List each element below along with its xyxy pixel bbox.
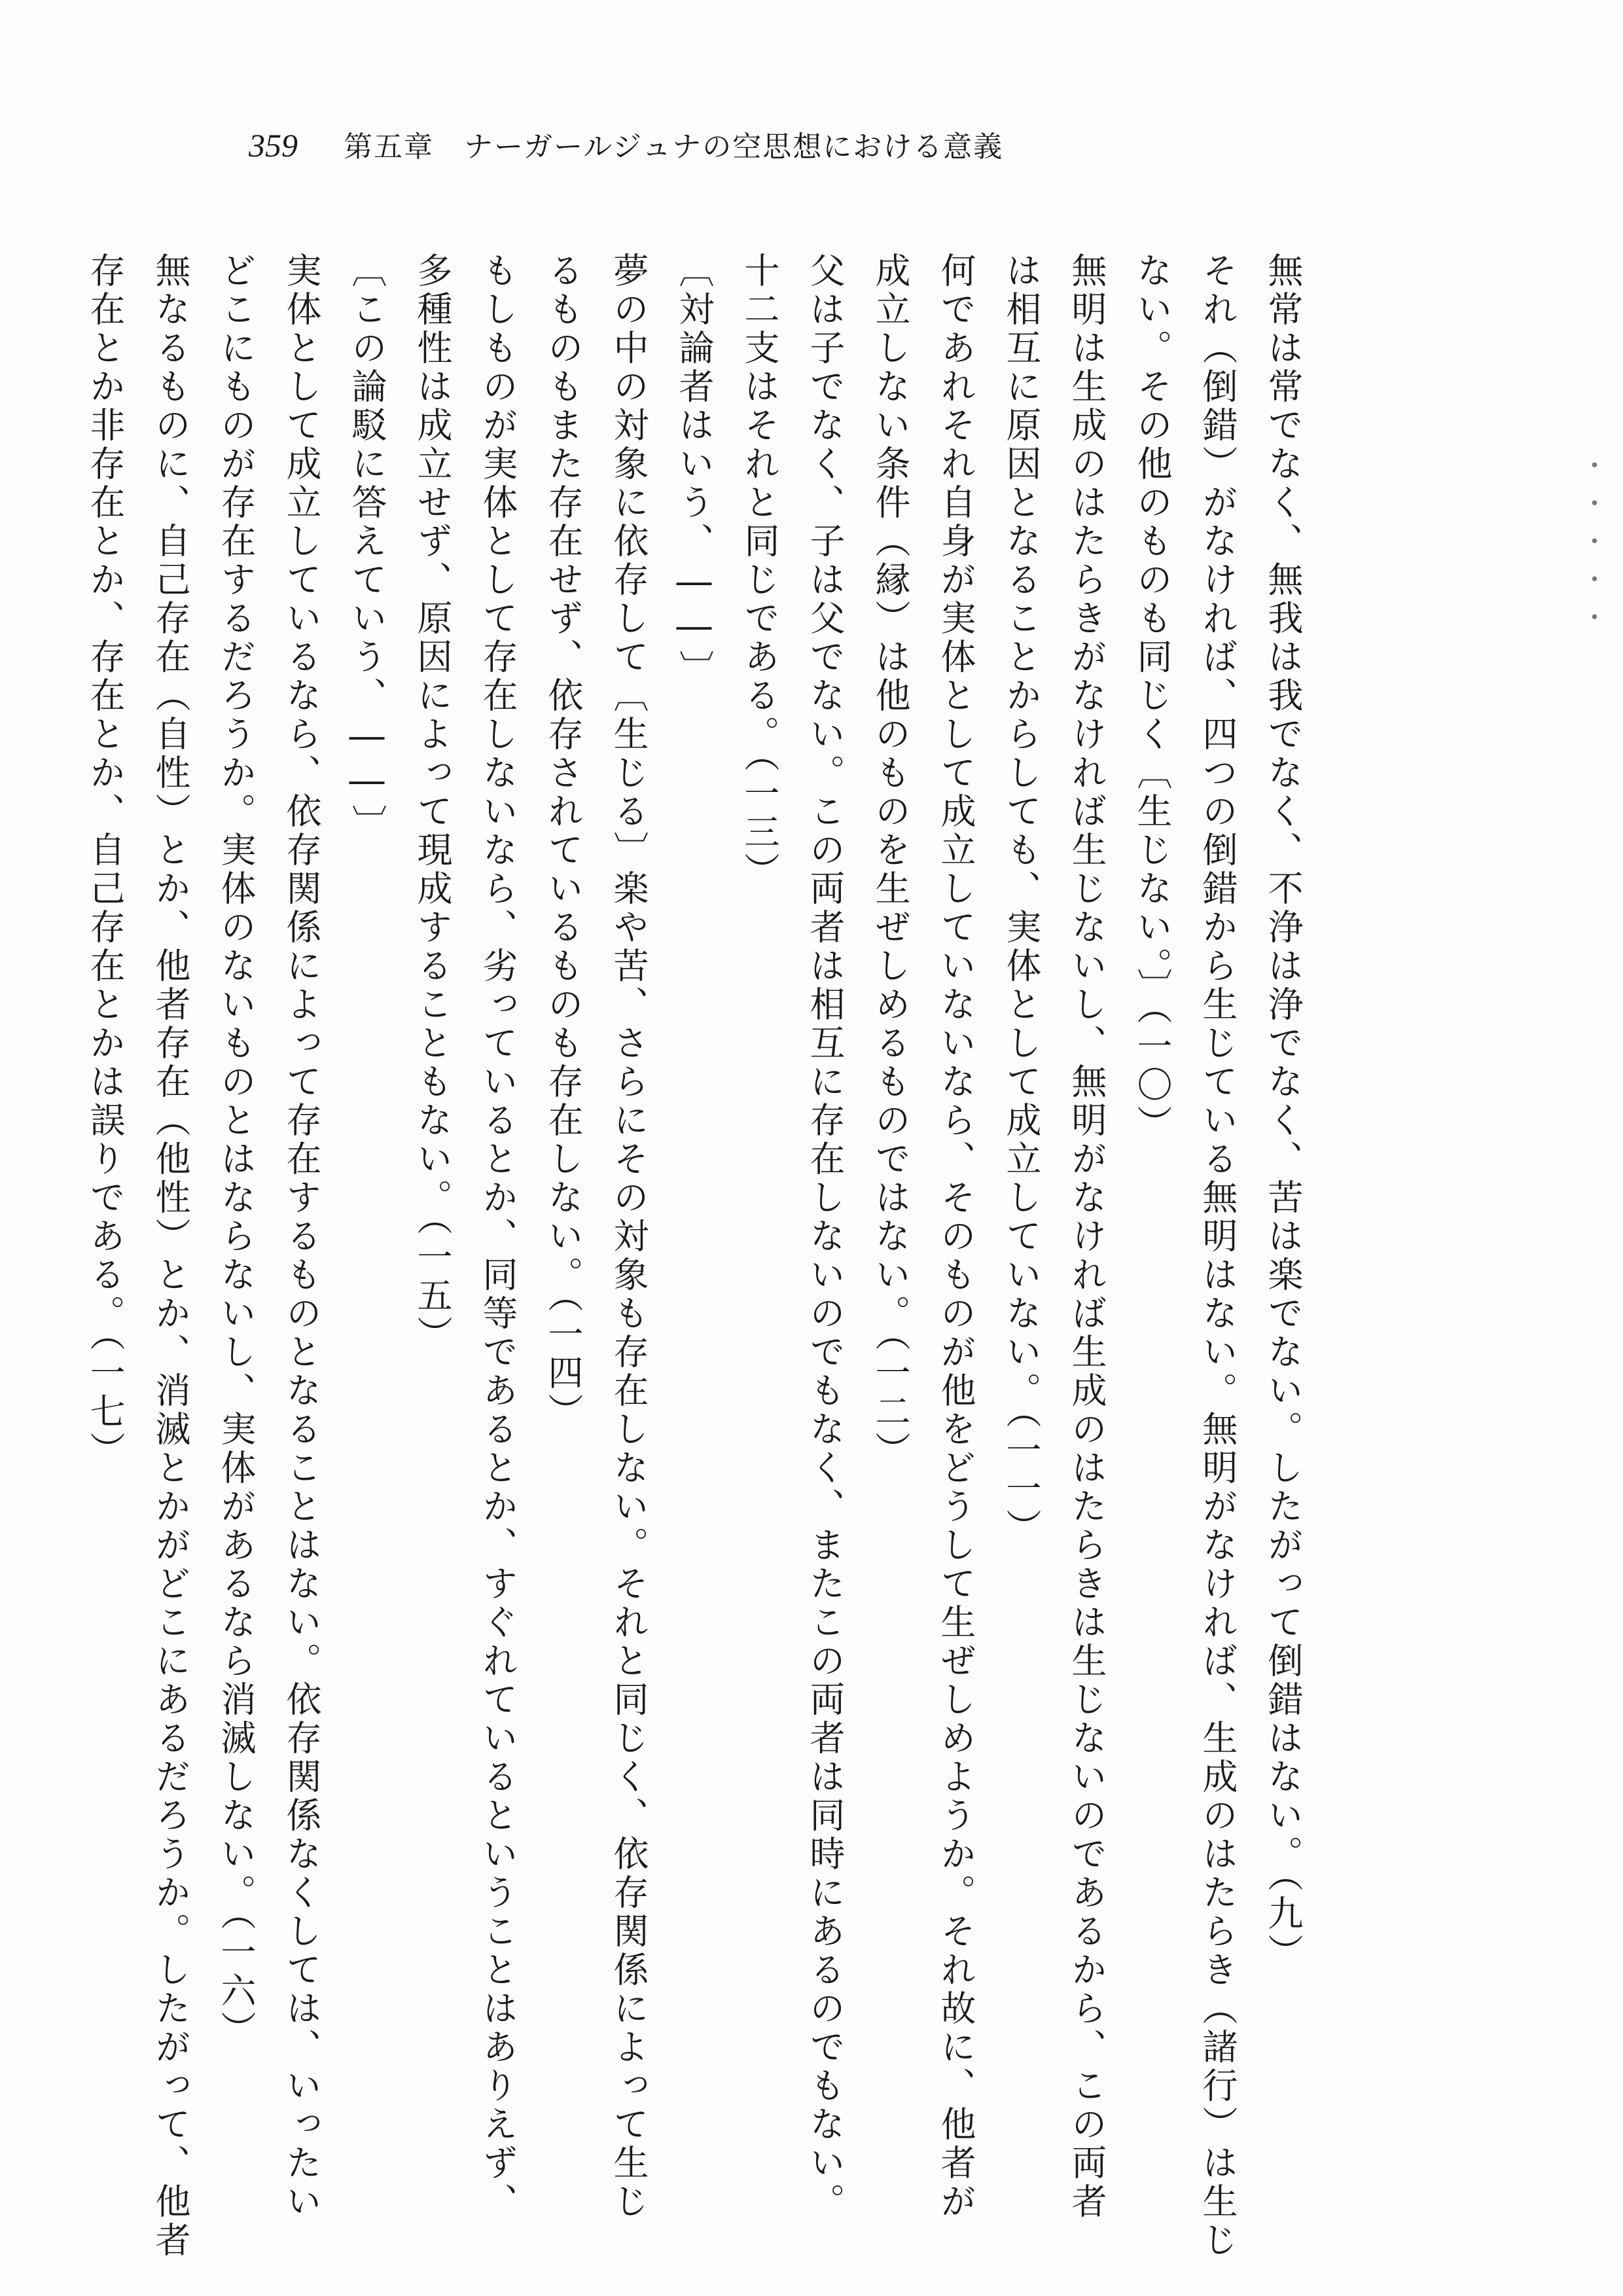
- text-line: 多種性は成立せず、原因によって現成することもない。（一五）: [412, 252, 453, 1354]
- running-head: [249, 123, 1003, 169]
- chapter-title: 第五章 ナーガールジュナの空思想における意義: [344, 130, 1004, 164]
- text-line: 十二支はそれと同じである。（一三）: [739, 252, 780, 891]
- text-line: 実体として成立しているなら、依存関係によって存在するものとなることはない。依存関係なくしては、いったい: [281, 252, 322, 2221]
- text-line: 無なるものに、自己存在（自性）とか、他者存在（他性）とか、消滅とかがどこにあるだろうか。したがって、他者: [150, 252, 191, 2260]
- margin-mark: ・・・・・: [1577, 452, 1607, 641]
- text-line: 何であれそれ自身が実体として成立していないなら、そのものが他をどうして生ぜしめようか。それ故に、他者が: [935, 252, 976, 2221]
- text-line: 無明は生成のはたらきがなければ生じないし、無明がなければ生成のはたらきは生じないのであるから、この両者: [1066, 252, 1107, 2221]
- text-line: 父は子でなく、子は父でない。この両者は相互に存在しないのでもなく、またこの両者は同時にあるのでもない。: [804, 252, 846, 2221]
- text-line: 夢の中の対象に依存して〔生じる〕楽や苦、さらにその対象も存在しない。それと同じく、依存関係によって生じ: [608, 252, 649, 2221]
- text-line: それ（倒錯）がなければ、四つの倒錯から生じている無明はない。無明がなければ、生成のはたらき（諸行）は生じ: [1197, 252, 1238, 2260]
- text-line: 〔対論者はいう、――〕: [673, 252, 715, 689]
- page-number: 359: [249, 127, 298, 164]
- text-line: 無常は常でなく、無我は我でなく、不浄は浄でなく、苦は楽でない。したがって倒錯はない。（九）: [1262, 252, 1304, 1972]
- text-line: 〔この論駁に答えていう、――〕: [346, 252, 387, 843]
- text-line: どこにものが存在するだろうか。実体のないものとはならないし、実体があるなら消滅しない。（一六）: [215, 252, 257, 2049]
- text-line: ない。その他のものも同じく〔生じない。〕（一〇）: [1132, 252, 1173, 1143]
- text-line: 成立しない条件（縁）は他のものを生ぜしめるものではない。（一二）: [870, 252, 911, 1470]
- text-line: は相互に原因となることからしても、実体として成立していない。（一一）: [1001, 252, 1042, 1547]
- text-line: 存在とか非存在とか、存在とか、自己存在とかは誤りである。（一七）: [84, 252, 126, 1470]
- body-text: [72, 252, 1315, 2260]
- text-line: るものもまた存在せず、依存されているものも存在しない。（一四）: [543, 252, 584, 1431]
- text-line: もしものが実体として存在しないなら、劣っているとか、同等であるとか、すぐれているということはありえず、: [477, 252, 518, 2221]
